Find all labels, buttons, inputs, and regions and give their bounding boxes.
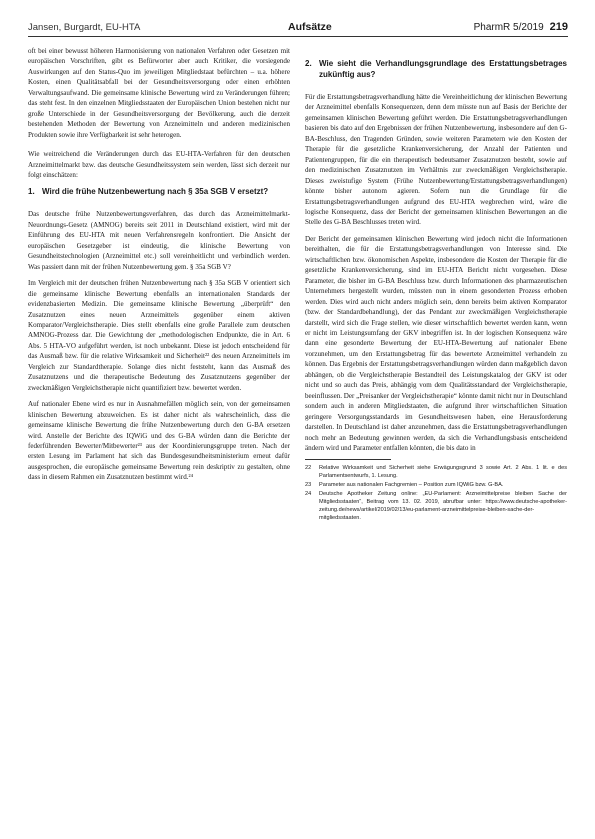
section-heading-2: [305, 58, 567, 80]
paragraph: Wie weitreichend die Veränderungen durch das EU-HTA-Verfahren für den deutschen Arzneimittelmarkt bzw. das deutsche Gesundheitssystem sein werden, lässt sich derzeit nur folgt einschätzen:: [28, 150, 290, 179]
paragraph: Für die Erstattungsbetragsverhandlung hätte die Vereinheitlichung der klinischen Bewertung der Arzneimittel ebenfalls Konsequenzen, denn dem müsste nun auf Basis der Berichte der gemeinsamen klinischen Bewertung geführt werden. Die Erstattungsbetragsverhandlungen basieren bis dato auf den Ergebnissen der frühen Nutzenbewertung, insbesondere auf den G-BA-Beschluss, den Tragenden Gründen, sowie weiteren Parametern wie den Kosten der Therapie für die gesetzliche Krankenversicherung, der Anzahl der Patienten und Patientengruppen, für die ein therapeutisch bedeutsamer Zusatznutzen besteht, sowie auf den medizinischen Zusatznutzen im Verhältnis zur zweckmäßigen Vergleichstherapie. Dieses zweistufige System (Frühe Nutzenbewertung/Erstattungsbetragsverhandlungen) könnte bisher autonom agieren. Sofern nun die Grundlage für die Erstattungsbetragsverhandlungen aufgrund des EU-HTA wegbrechen wird, wäre die logische Konsequenz, dass der Bericht der gemeinsamen klinischen Bewertungen an die Stelle des G-BA Beschlusses treten wird.: [305, 93, 567, 227]
footnote: [305, 464, 567, 480]
footnote-text: Parameter aus nationalen Fachgremien – Position zum IQWiG bzw. G-BA.: [319, 482, 504, 489]
footnote-number: 22: [305, 465, 312, 472]
footnote-rule: [305, 459, 391, 460]
page-header: [28, 0, 568, 34]
running-head-section: Aufsätze: [288, 21, 332, 33]
journal-issue: PharmR 5/2019: [473, 22, 544, 33]
footnote-text: Relative Wirksamkeit und Sicherheit siehe Erwägungsgrund 3 sowie Art. 2 Abs. 1 lit. e des Parlamentsentwurfs, 1. Lesung.: [319, 465, 567, 480]
right-column: [305, 46, 567, 523]
footnote: [305, 490, 567, 522]
section-number: 2.: [305, 59, 312, 68]
section-heading-1: [28, 186, 290, 197]
left-column: [28, 46, 290, 489]
footnotes: [305, 464, 567, 522]
running-head-journal: [474, 21, 568, 33]
section-title: Wie sieht die Verhandlungsgrundlage des Erstattungsbetrages zukünftig aus?: [319, 59, 567, 79]
footnote-number: 23: [305, 482, 312, 489]
paragraph: Auf nationaler Ebene wird es nur in Ausnahmefällen möglich sein, von der gemeinsamen klinischen Bewertung abzuweichen. Es ist daher nicht als wahrscheinlich, dass die gemeinsame klinische Bewertung die frühe Nutzenbewertung durch den G-BA ersetzen wird. Anstelle der Berichte des IQWiG und des G-BA würden dann die Berichte der federführenden Bewerter/Mitbewerter²³ aus der Koordinierungsgruppe treten. Nach der ersten Lesung im Parlament hat sich das Bundesgesundheitsministerium erneut dafür ausgesprochen, die europäische gemeinsame Bewertung rein deskriptiv zu gestalten, ohne dass in diesem Rahmen ein Zusatznutzen bestimmt wird.²⁴: [28, 400, 290, 482]
page-number: 219: [549, 21, 568, 33]
running-head-authors: Jansen, Burgardt, EU-HTA: [28, 22, 141, 33]
section-title: Wird die frühe Nutzenbewertung nach § 35a SGB V ersetzt?: [42, 187, 269, 197]
paragraph: Der Bericht der gemeinsamen klinischen Bewertung wird jedoch nicht die Informationen bereithalten, die für die Erstattungsbetragsverhandlungen von Interesse sind. Die wirtschaftlichen bzw. ökonomischen Aspekte, insbesondere die Kosten der Therapie für die gesetzliche Krankenversicherung, sind im EU-HTA Bericht nicht vorgesehen. Diese Parameter, die bisher im G-BA Beschluss bzw. durch Informationen des pharmazeutischen Unternehmers hergestellt wurden, müssten nun in einem gesonderten Prozess erhoben werden. Dies wird auch nicht anders möglich sein, denn bereits beim aktiven Komparator (bzw. der Standardbehandlung), der das Pendant zur zweckmäßigen Vergleichstherapie darstellt, wird sich die Frage stellen, wie dieser wirtschaftlich bewertet werden kann, wenn er nicht im Leistungsumfang der GKV inbegriffen ist. In der logischen Konsequenz wäre dann eine gesonderte Bewertung der EU-HTA-Bewertung auf nationaler Ebene vorzunehmen, um den Erstattungsbetrag für das bewertete Arzneimittel verhandeln zu können. Das Ergebnis der Erstattungsbetragsverhandlungen würden dann maßgeblich davon abhängen, ob die Vergleichstherapie Bestandteil des Leistungskatalog der GKV ist oder nicht und so auch das Preis, abhängig vom dem Qualitätsstandard der Vergleichstherapie, beeinflussen. Der „Preisanker der Vergleichstherapie“ könnte damit nicht nur in Deutschland sondern auch in anderen Mitgliedstaaten, die aufgrund ihrer wirtschaftlichen Situation geringere Versorgungsstandards im Gesundheitswesen haben, eine Herausforderung darstellen. In Deutschland ist daher anzunehmen, dass die Erstattungsbetragsverhandlungen noch mehr an Bedeutung gewinnen werden, da sich die Verhandlungsbasis entscheidend ändern wird und Parameter entfallen könnten, die bis dato in: [305, 234, 567, 452]
header-rule: [28, 36, 568, 37]
paragraph: oft bei einer bewusst höheren Harmonisierung von nationalen Verfahren oder Gesetzen mit europäischen Vorschriften, gibt es Befürworter aber auch Kritiker, die vorsiegende Auswirkungen auf den Status-Quo im jeweiligen Mitgliedstaat befürchten – u.a. höhere Kosten, einen Qualitätsabfall bei der Gesundheitsversorgung oder einen erhöhten Verwaltungsaufwand. Die gemeinsame klinische Bewertung wird zu Veränderungen führen; das steht fest. In den einzelnen Mitgliedsstaaten der Europäischen Union bestehen nicht nur große Unterschiede in der Gesundheitsversorgung der Bevölkerung, auch die derzeit bestehenden Methoden der Bewertung von Arzneimitteln und anderen medizinischen Produkten sowie ihre Verfügbarkeit ist sehr heterogen.: [28, 47, 290, 139]
paragraph: Im Vergleich mit der deutschen frühen Nutzenbewertung nach § 35a SGB V orientiert sich die gemeinsame klinische Bewertung ebenfalls an internationalen Standards der evidenzbasierten Medizin. Die gemeinsame klinische Bewertung „überprüft“ den Zusatznutzen eines neuen Arzneimittels gegenüber einem aktiven Komparator/Vergleichstherapie. Dies stellt ebenfalls eine große Parallele zum deutschen AMNOG-Prozess dar. Die Gewichtung der „methodologischen Endpunkte, die in Art. 6 Abs. 5 HTA-VO aufgeführt werden, ist noch unbekannt. Diese ist jedoch entscheidend für das Ausmaß bzw. für die relative Wirksamkeit und Sicherheit²² des neuen Arzneimittels im Vergleich zur Standardtherapie. Solange dies nicht feststeht, kann das Ausmaß des Zusatznutzens und die therapeutische Bedeutung des Zusatznutzens gegenüber der zweckmäßigen Vergleichstherapie nicht quantifiziert bzw. bewertet werden.: [28, 279, 290, 392]
footnote-number: 24: [305, 491, 312, 498]
paragraph: Das deutsche frühe Nutzenbewertungsverfahren, das durch das Arzneimittelmarkt-Neuordnungs-Gesetz (AMNOG) bereits seit 2011 in Deutschland existiert, wird mit der Einführung des EU-HTA mit neuen Verfahrensregeln konfrontiert. Die Ansicht der europäischen Gesetzgeber ist eindeutig, die klinische Bewertung von Gesundheitstechnologien (Arzneimittel etc.) soll vereinheitlicht und verbindlich werden. Was passiert dann mit der frühen Nutzenbewertung gem. § 35a SGB V?: [28, 210, 290, 271]
footnote: [305, 481, 567, 489]
footnote-text: Deutsche Apotheker Zeitung online: „EU-Parlament: Arzneimittelpreise bleiben Sache der Mitgliedsstaaten“, Beitrag vom 13. 02. 2019, abrufbar unter: https://www.deutsche-apotheker-zeitung.de/news/artikel/2019/02/13/eu-parlament-arzneimittelpreise-bleiben-sache-der-mitgliedsstaaten.: [319, 491, 567, 522]
section-number: 1.: [28, 187, 35, 197]
